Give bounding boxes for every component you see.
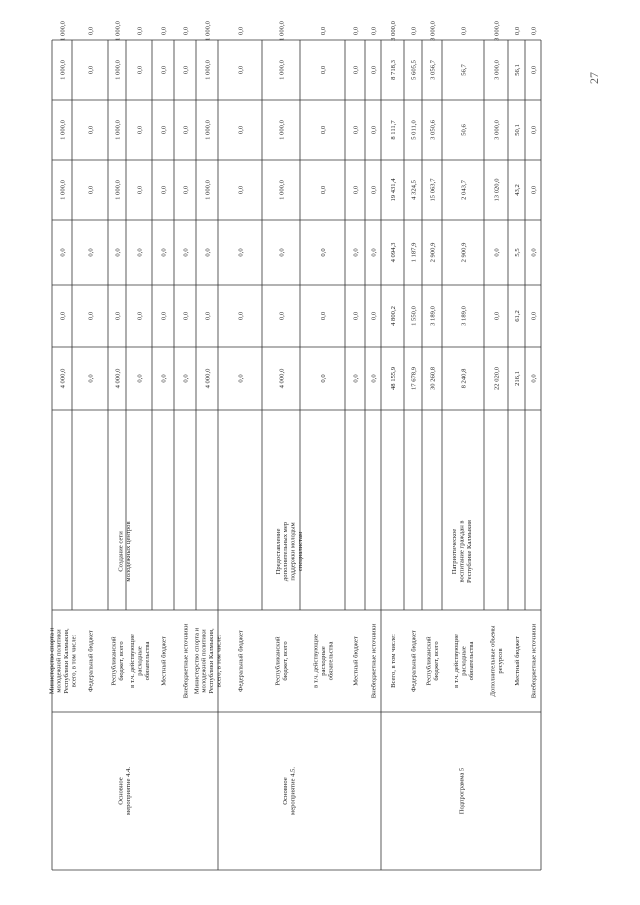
- table-cell-value: 0,0: [530, 311, 538, 321]
- svg-text:мероприятие 4.4.: мероприятие 4.4.: [125, 767, 133, 815]
- group-program-label: [458, 767, 465, 814]
- table-cell-value: 0,0: [319, 248, 327, 257]
- row-source-label: [48, 627, 77, 694]
- svg-text:специалистам: специалистам: [297, 531, 304, 572]
- svg-text:воспитание граждан в: воспитание граждан в: [458, 520, 466, 583]
- table-cell-value: 0,0: [278, 311, 286, 321]
- svg-text:дополнительных мер: дополнительных мер: [282, 521, 290, 582]
- table-cell-value: 0,0: [160, 248, 168, 257]
- table-cell-value: 0,0: [237, 374, 245, 383]
- table-cell-value: 3 000,0: [493, 21, 501, 41]
- table-cell-value: 8 240,8: [460, 368, 468, 389]
- table-cell-value: 0,0: [319, 311, 327, 321]
- table-cell-value: 1 000,0: [278, 180, 286, 200]
- table-cell-value: 2 900,9: [460, 242, 468, 263]
- table-cell-value: 0,0: [370, 185, 378, 195]
- svg-text:бюджет, всего: бюджет, всего: [282, 641, 290, 681]
- table-cell-value: 4 800,2: [389, 306, 397, 326]
- svg-text:молодежных центров: молодежных центров: [125, 521, 133, 582]
- table-cell-value: 0,0: [319, 65, 327, 75]
- svg-text:Республики Калмыкия,: Республики Калмыкия,: [208, 628, 216, 694]
- table-cell-value: 0,0: [204, 248, 212, 257]
- table-cell-value: 3 000,0: [429, 21, 437, 41]
- table-cell-value: 0,0: [370, 65, 378, 75]
- row-source-label: [453, 634, 475, 688]
- table-cell-value: 4 000,0: [59, 368, 67, 389]
- table-cell-value: 0,0: [370, 248, 378, 257]
- svg-text:обязательства: обязательства: [143, 641, 151, 681]
- table-cell-value: 0,0: [237, 26, 245, 36]
- table-cell-value: 1 000,0: [278, 120, 286, 140]
- table-cell-value: 17 678,9: [410, 366, 418, 391]
- row-source-label: [182, 623, 189, 698]
- svg-text:бюджет, всего: бюджет, всего: [118, 641, 126, 681]
- row-source-label: [87, 630, 94, 692]
- svg-text:Министерство спорта и: Министерство спорта и: [48, 627, 56, 695]
- svg-text:Республиканский: Республиканский: [110, 636, 118, 686]
- group-title-label: [118, 521, 132, 581]
- table-cell-value: 1 000,0: [59, 60, 67, 80]
- svg-text:Патриотическое: Патриотическое: [451, 528, 458, 575]
- svg-text:Федеральный бюджет: Федеральный бюджет: [410, 630, 418, 692]
- table-cell-value: 61,2: [513, 310, 521, 322]
- table-cell-value: 3 000,0: [493, 60, 501, 80]
- table-cell-value: 0,0: [352, 65, 360, 75]
- table-cell-value: 0,0: [237, 248, 245, 257]
- table-cell-value: 43,2: [513, 184, 521, 196]
- table-cell-value: 4 094,3: [389, 242, 397, 263]
- svg-text:Федеральный бюджет: Федеральный бюджет: [237, 630, 245, 692]
- table-cell-value: 0,0: [114, 248, 122, 257]
- table-cell-value: 1 000,0: [114, 180, 122, 200]
- table-cell-value: 50,6: [460, 124, 468, 136]
- table-cell-value: 3 056,7: [429, 60, 437, 80]
- table-cell-value: 0,0: [136, 185, 144, 195]
- svg-text:Местный бюджет: Местный бюджет: [160, 636, 168, 686]
- table-cell-value: 0,0: [182, 185, 190, 195]
- table-cell-value: 0,0: [370, 311, 378, 321]
- svg-text:Федеральный бюджет: Федеральный бюджет: [87, 630, 95, 692]
- table-cell-value: 1 000,0: [59, 180, 67, 200]
- table-cell-value: 0,0: [160, 26, 168, 36]
- row-source-label: [237, 630, 244, 692]
- table-cell-value: 1 000,0: [204, 60, 212, 80]
- table-cell-value: 4 324,5: [410, 180, 418, 200]
- table-cell-value: 0,0: [87, 185, 95, 195]
- table-cell-value: 0,0: [319, 125, 327, 135]
- table-cell-value: 56,1: [513, 64, 521, 76]
- table-cell-value: 0,0: [87, 374, 95, 383]
- table-cell-value: 5 011,0: [410, 120, 418, 140]
- svg-text:обязательства: обязательства: [327, 641, 335, 681]
- svg-text:Предоставление: Предоставление: [274, 528, 282, 575]
- table-cell-value: 0,0: [530, 26, 538, 36]
- table-cell-value: 30 260,8: [429, 366, 437, 391]
- svg-text:Республиканский: Республиканский: [274, 636, 282, 686]
- table-cell-value: 0,0: [182, 65, 190, 75]
- table-cell-value: 0,0: [59, 248, 67, 257]
- table-cell-value: 0,0: [370, 374, 378, 383]
- table-cell-value: 8 718,3: [389, 60, 397, 80]
- table-cell-value: 0,0: [114, 311, 122, 321]
- table-cell-value: 0,0: [493, 311, 501, 321]
- table-cell-value: 0,0: [370, 125, 378, 135]
- svg-text:Местный бюджет: Местный бюджет: [352, 636, 360, 686]
- table-cell-value: 19 431,4: [389, 178, 397, 202]
- svg-text:Республике Калмыкия: Республике Калмыкия: [465, 520, 473, 583]
- svg-text:в т.ч. действующие: в т.ч. действующие: [453, 634, 460, 688]
- table-cell-value: 4 000,0: [114, 368, 122, 389]
- row-source-label: [111, 636, 125, 686]
- group-title-label: [451, 520, 473, 583]
- svg-text:расходные: расходные: [460, 646, 468, 676]
- svg-text:Всего, в том числе:: Всего, в том числе:: [389, 634, 397, 688]
- row-source-label: [160, 636, 167, 686]
- table-cell-value: 0,0: [160, 374, 168, 383]
- table-cell-value: 15 063,7: [429, 178, 437, 202]
- svg-text:в т.ч. действующие: в т.ч. действующие: [129, 634, 136, 688]
- table-cell-value: 2 043,7: [460, 180, 468, 200]
- svg-text:Дополнительные объемы: Дополнительные объемы: [489, 625, 497, 697]
- table-cell-value: 0,0: [87, 125, 95, 135]
- svg-text:Внебюджетные источники: Внебюджетные источники: [370, 623, 378, 699]
- table-cell-value: 0,0: [160, 185, 168, 195]
- table-cell-value: 0,0: [530, 125, 538, 135]
- table-cells: [48, 20, 537, 815]
- row-source-label: [370, 623, 377, 698]
- table-cell-value: 5,5: [513, 248, 521, 257]
- table-cell-value: 0,0: [513, 26, 521, 36]
- table-cell-value: 0,0: [87, 248, 95, 257]
- svg-text:всего, в том числе:: всего, в том числе:: [215, 634, 223, 688]
- group-program-label: [282, 767, 296, 815]
- table-cell-value: 0,0: [182, 26, 190, 36]
- table-cell-value: 0,0: [136, 65, 144, 75]
- table-cell-value: 0,0: [136, 125, 144, 135]
- svg-text:Республиканский: Республиканский: [425, 636, 433, 686]
- table-cell-value: 0,0: [370, 26, 378, 36]
- table-cell-value: 1 000,0: [59, 120, 67, 140]
- row-source-label: [530, 623, 537, 698]
- svg-text:Создание сети: Создание сети: [117, 531, 125, 572]
- table-cell-value: 0,0: [278, 248, 286, 257]
- svg-text:ресурсов: ресурсов: [497, 648, 505, 674]
- svg-text:Основное: Основное: [117, 777, 125, 805]
- svg-text:в т.ч. действующие: в т.ч. действующие: [312, 634, 320, 688]
- row-source-label: [193, 627, 222, 694]
- table-cell-value: 0,0: [136, 26, 144, 36]
- table-cell-value: 0,0: [160, 65, 168, 75]
- table-grid: [52, 40, 541, 870]
- table-cell-value: 0,0: [204, 311, 212, 321]
- svg-text:Внебюджетные источники: Внебюджетные источники: [530, 623, 538, 699]
- row-source-label: [490, 625, 504, 697]
- table-cell-value: 0,0: [87, 65, 95, 75]
- table-cell-value: 4 000,0: [278, 368, 286, 389]
- table-cell-value: 0,0: [87, 311, 95, 321]
- table-cell-value: 0,0: [182, 374, 190, 383]
- table-cell-value: 1 550,0: [410, 306, 418, 326]
- row-source-label: [352, 636, 359, 686]
- table-cell-value: 3 000,0: [389, 21, 397, 41]
- table-cell-value: 1 000,0: [204, 120, 212, 140]
- table-cell-value: 0,0: [182, 311, 190, 321]
- row-source-label: [426, 636, 440, 686]
- table-cell-value: 22 020,0: [493, 366, 501, 391]
- table-cell-value: 2 900,9: [429, 242, 437, 263]
- table-cell-value: 0,0: [319, 26, 327, 36]
- table-cell-value: 3 189,0: [460, 306, 468, 326]
- table-cell-value: 0,0: [530, 374, 538, 383]
- svg-text:Министерство спорта и: Министерство спорта и: [193, 627, 201, 695]
- svg-text:бюджет, всего: бюджет, всего: [433, 641, 441, 681]
- table-cell-value: 0,0: [530, 248, 538, 257]
- svg-text:Подпрограмма 5: Подпрограмма 5: [458, 767, 466, 815]
- table-cell-value: 0,0: [352, 374, 360, 383]
- table-cell-value: 50,1: [513, 124, 521, 136]
- svg-text:всего, в том числе:: всего, в том числе:: [70, 634, 78, 688]
- table-cell-value: 3 189,0: [429, 306, 437, 326]
- svg-text:расходные: расходные: [136, 646, 144, 676]
- table-cell-value: 0,0: [136, 374, 144, 383]
- table-cell-value: 0,0: [410, 26, 418, 36]
- row-source-label: [514, 636, 521, 686]
- table-cell-value: 0,0: [352, 125, 360, 135]
- table-cell-value: 1 187,9: [410, 242, 418, 263]
- table-cell-value: 3 050,6: [429, 120, 437, 140]
- table-cell-value: 1 000,0: [114, 60, 122, 80]
- row-source-label: [313, 634, 335, 688]
- table-cell-value: 0,0: [319, 374, 327, 383]
- svg-text:Внебюджетные источники: Внебюджетные источники: [182, 623, 190, 699]
- table-cell-value: 4 000,0: [204, 368, 212, 389]
- svg-text:Местный бюджет: Местный бюджет: [513, 636, 521, 686]
- table-cell-value: 0,0: [352, 311, 360, 321]
- table-cell-value: 56,7: [460, 64, 468, 76]
- table-cell-value: 0,0: [160, 311, 168, 321]
- row-source-label: [129, 634, 151, 688]
- svg-text:поддержки молодым: поддержки молодым: [289, 522, 297, 581]
- table-cell-value: 0,0: [182, 125, 190, 135]
- table-cell-value: 0,0: [237, 65, 245, 75]
- svg-text:Республики Калмыкия,: Республики Калмыкия,: [63, 628, 71, 694]
- group-program-label: [118, 767, 132, 815]
- svg-text:обязательства: обязательства: [467, 641, 475, 681]
- table-cell-value: 13 020,0: [493, 178, 501, 202]
- table-cell-value: 0,0: [87, 26, 95, 36]
- table-cell-value: 0,0: [352, 185, 360, 195]
- table-cell-value: 0,0: [352, 26, 360, 36]
- row-source-label: [390, 634, 397, 688]
- table-cell-value: 1 000,0: [204, 21, 212, 41]
- table-cell-value: 48 155,9: [389, 366, 397, 391]
- table-cell-value: 0,0: [530, 185, 538, 195]
- table-cell-value: 3 000,0: [493, 120, 501, 140]
- table-cell-value: 1 000,0: [204, 180, 212, 200]
- page-number: 27: [587, 72, 601, 84]
- svg-text:молодежной политики: молодежной политики: [200, 629, 208, 693]
- table-cell-value: 0,0: [160, 125, 168, 135]
- table-cell-value: 8 111,7: [389, 120, 397, 140]
- table-cell-value: 0,0: [136, 248, 144, 257]
- table-cell-value: 0,0: [319, 185, 327, 195]
- table-cell-value: 0,0: [460, 26, 468, 36]
- table-cell-value: 0,0: [352, 248, 360, 257]
- table-cell-value: 0,0: [493, 248, 501, 257]
- table-cell-value: 0,0: [237, 125, 245, 135]
- table-cell-value: 0,0: [182, 248, 190, 257]
- table-cell-value: 0,0: [136, 311, 144, 321]
- table-cell-value: 1 000,0: [59, 21, 67, 41]
- svg-text:Основное: Основное: [282, 777, 290, 805]
- table-cell-value: 1 000,0: [114, 21, 122, 41]
- svg-text:мероприятие 4.5.: мероприятие 4.5.: [289, 767, 297, 815]
- row-source-label: [410, 630, 417, 692]
- table-cell-value: 5 605,5: [410, 60, 418, 80]
- table-cell-value: 0,0: [530, 65, 538, 75]
- svg-text:расходные: расходные: [319, 646, 327, 676]
- table-cell-value: 0,0: [237, 311, 245, 321]
- table-cell-value: 1 000,0: [278, 60, 286, 80]
- row-source-label: [275, 636, 289, 686]
- table-cell-value: 0,0: [237, 185, 245, 195]
- table-cell-value: 1 000,0: [114, 120, 122, 140]
- svg-text:молодежной политики: молодежной политики: [55, 629, 63, 693]
- table-cell-value: 216,1: [513, 371, 521, 386]
- table-cell-value: 0,0: [59, 311, 67, 321]
- table-cell-value: 1 000,0: [278, 21, 286, 41]
